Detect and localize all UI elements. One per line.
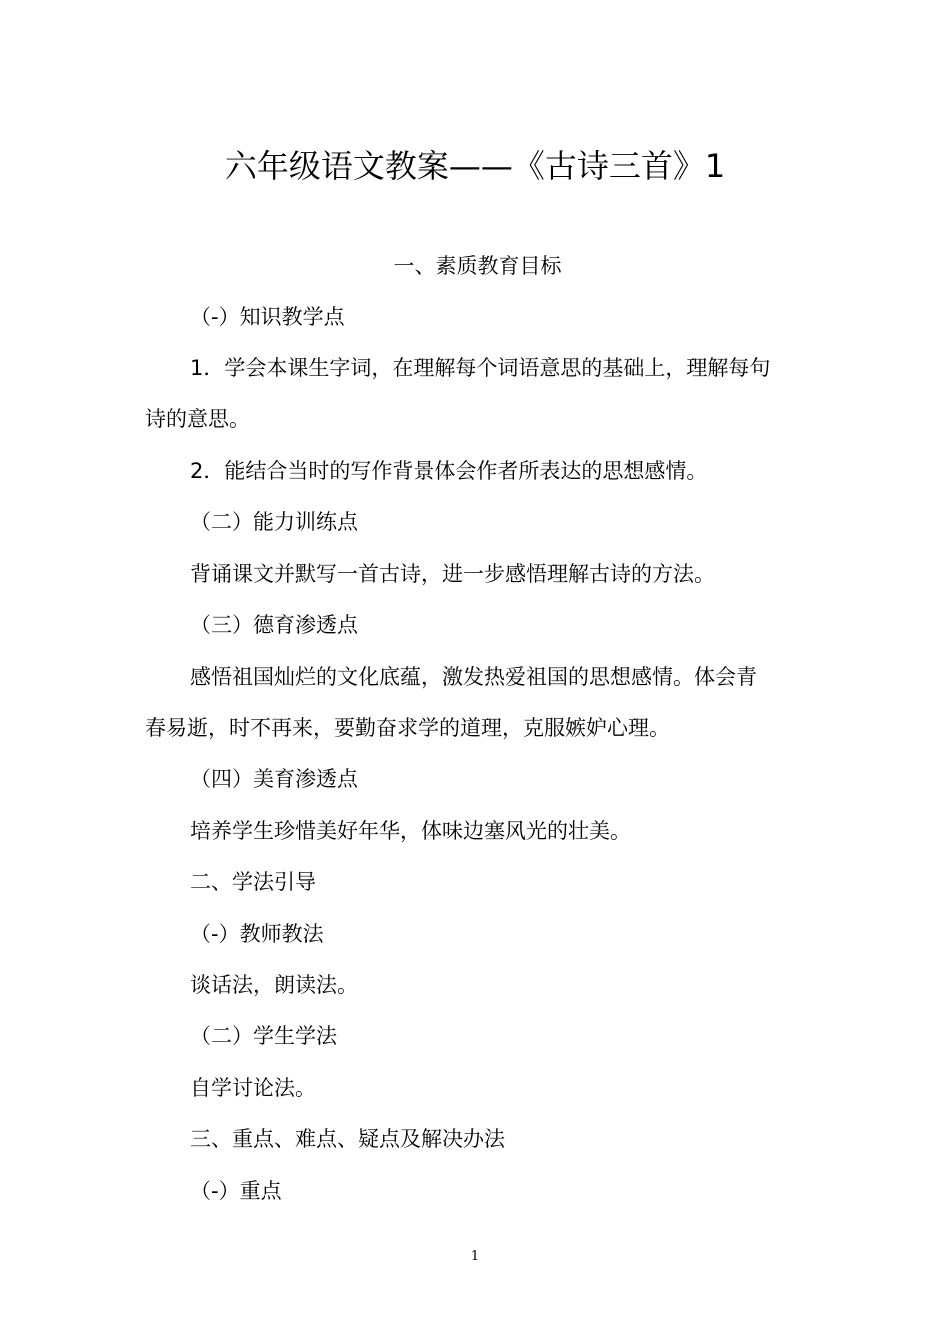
subheading-moral-points: （三）德育渗透点 bbox=[190, 613, 358, 637]
subheading-ability-points: （二）能力训练点 bbox=[190, 510, 358, 534]
section-heading-quality-goals: 一、素质教育目标 bbox=[393, 254, 562, 278]
subheading-knowledge-points: （-）知识教学点 bbox=[190, 305, 345, 329]
paragraph-line: 感悟祖国灿烂的文化底蕴，激发热爱祖国的思想感情。体会青 bbox=[190, 665, 757, 689]
paragraph-line: 春易逝，时不再来，要勤奋求学的道理，克服嫉妒心理。 bbox=[145, 716, 670, 740]
paragraph-line: 培养学生珍惜美好年华，体味边塞风光的壮美。 bbox=[190, 819, 631, 843]
paragraph-line: 1．学会本课生字词，在理解每个词语意思的基础上，理解每句 bbox=[190, 356, 771, 380]
document-title: 六年级语文教案——《古诗三首》1 bbox=[224, 147, 726, 186]
section-heading-study-guide: 二、学法引导 bbox=[190, 870, 316, 894]
subheading-student-methods: （二）学生学法 bbox=[190, 1024, 337, 1048]
subheading-aesthetic-points: （四）美育渗透点 bbox=[190, 767, 358, 791]
paragraph-line: 自学讨论法。 bbox=[190, 1076, 316, 1100]
page-number: 1 bbox=[470, 1249, 480, 1264]
section-heading-key-points: 三、重点、难点、疑点及解决办法 bbox=[190, 1127, 505, 1151]
paragraph-line: 2．能结合当时的写作背景体会作者所表达的思想感情。 bbox=[190, 459, 708, 483]
subheading-key-point: （-）重点 bbox=[190, 1179, 282, 1203]
paragraph-line: 谈话法，朗读法。 bbox=[190, 973, 358, 997]
subheading-teacher-methods: （-）教师教法 bbox=[190, 922, 324, 946]
paragraph-line: 诗的意思。 bbox=[145, 407, 250, 431]
paragraph-line: 背诵课文并默写一首古诗，进一步感悟理解古诗的方法。 bbox=[190, 562, 715, 586]
